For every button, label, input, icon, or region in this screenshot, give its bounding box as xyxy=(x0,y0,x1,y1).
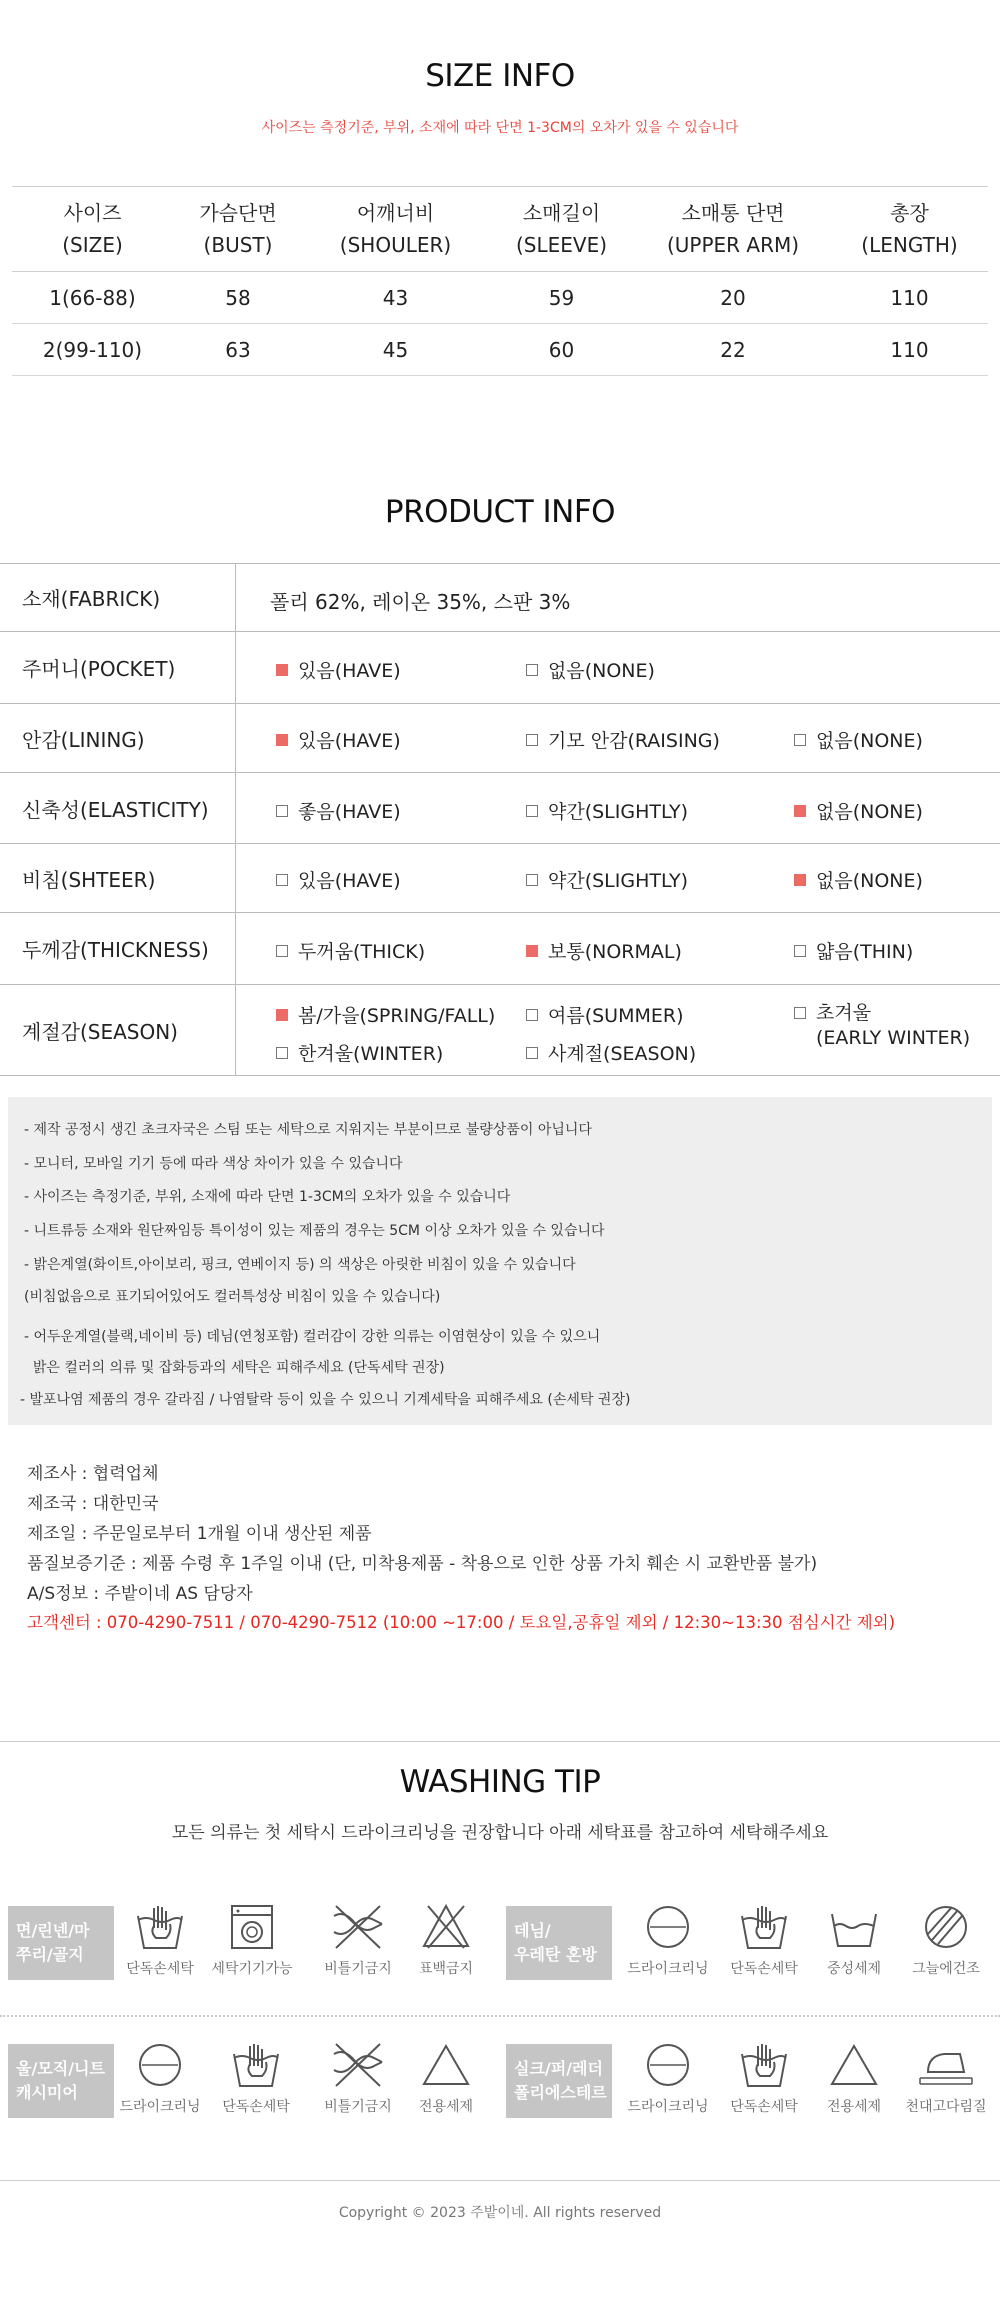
product-row-thickness xyxy=(0,913,1000,985)
table-cell: 110 xyxy=(831,324,988,376)
checkbox[interactable] xyxy=(526,1047,538,1059)
manufacturer-line: 제조국 : 대한민국 xyxy=(27,1494,159,1514)
customer-center: 고객센터 : 070-4290-7511 / 070-4290-7512 (10:00 ~17:00 / 토요일,공휴일 제외 / 12:30~13:30 점심시간 제외) xyxy=(27,1613,896,1632)
note-line: - 밝은계열(화이트,아이보리, 핑크, 연베이지 등) 의 색상은 아릿한 비침이 있을 수 있습니다 xyxy=(24,1257,576,1273)
wash-label: 비틀기금지 xyxy=(324,2099,392,2115)
option-normal[interactable] xyxy=(526,937,682,964)
product-info-title: PRODUCT INFO xyxy=(384,494,616,530)
manufacturer-line: 제조일 : 주문일로부터 1개월 이내 생산된 제품 xyxy=(27,1524,372,1544)
option-thick[interactable] xyxy=(276,937,425,964)
table-cell: 110 xyxy=(831,272,988,324)
no-wring-icon xyxy=(330,1902,386,1952)
checkbox[interactable] xyxy=(794,945,806,957)
product-row-label: 소재(FABRICK) xyxy=(0,564,236,631)
option-none[interactable] xyxy=(794,866,923,893)
manufacturer-line: 제조사 : 협력업체 xyxy=(27,1464,159,1484)
wash-label: 드라이크리닝 xyxy=(627,1961,709,1977)
checkbox-checked[interactable] xyxy=(276,734,288,746)
wash-label: 표백금지 xyxy=(418,1961,474,1977)
table-cell: 43 xyxy=(303,272,488,324)
product-info-table xyxy=(0,563,1000,1076)
product-row-value xyxy=(236,773,1000,843)
category-silk-fur-leather: 실크/퍼/레더 폴리에스테르 xyxy=(506,2044,612,2118)
checkbox[interactable] xyxy=(276,805,288,817)
note-line: - 사이즈는 측정기준, 부위, 소재에 따라 단면 1-3CM의 오차가 있을 수 있습니다 xyxy=(24,1189,511,1205)
product-row-lining xyxy=(0,704,1000,773)
option-label: 사계절(SEASON) xyxy=(548,1043,697,1065)
table-row xyxy=(12,272,988,324)
special-detergent-icon xyxy=(826,2040,882,2090)
option-label: 있음(HAVE) xyxy=(298,870,401,892)
neutral-detergent-icon xyxy=(826,1902,882,1952)
size-header-cell: 사이즈 (SIZE) xyxy=(12,187,173,272)
checkbox[interactable] xyxy=(526,1009,538,1021)
table-row xyxy=(12,324,988,376)
checkbox[interactable] xyxy=(276,945,288,957)
size-table xyxy=(12,186,988,376)
hand-wash-icon xyxy=(228,2040,284,2090)
wash-item xyxy=(112,1902,208,1978)
size-info-title: SIZE INFO xyxy=(425,58,575,94)
size-info-notice: 사이즈는 측정기준, 부위, 소재에 따라 단면 1-3CM의 오차가 있을 수 있습니다 xyxy=(261,120,739,136)
wash-label: 천대고다림질 xyxy=(905,2099,987,2115)
product-row-value xyxy=(236,704,1000,772)
table-cell: 22 xyxy=(635,324,831,376)
option-none[interactable] xyxy=(794,797,923,824)
wash-label: 드라이크리닝 xyxy=(119,2099,201,2115)
note-line: - 제작 공정시 생긴 초크자국은 스팀 또는 세탁으로 지워지는 부분이므로 불량상품이 아닙니다 xyxy=(24,1122,592,1138)
no-bleach-icon xyxy=(418,1902,474,1952)
washing-machine-icon xyxy=(224,1902,280,1952)
wash-label: 중성세제 xyxy=(826,1961,882,1977)
checkbox-checked[interactable] xyxy=(526,945,538,957)
option-spring-fall[interactable] xyxy=(276,1001,495,1028)
product-row-value xyxy=(236,913,1000,984)
size-header-cell: 어깨너비 (SHOULER) xyxy=(303,187,488,272)
dry-clean-icon xyxy=(640,1902,696,1952)
product-row-value xyxy=(236,985,1000,1075)
option-label: 없음(NONE) xyxy=(816,870,923,892)
wash-item xyxy=(898,1902,994,1978)
checkbox-checked[interactable] xyxy=(276,664,288,676)
wash-item xyxy=(204,1902,300,1978)
wash-label: 단독손세탁 xyxy=(222,2099,290,2115)
product-row-value xyxy=(236,844,1000,912)
size-header-cell: 총장 (LENGTH) xyxy=(831,187,988,272)
wash-label: 그늘에건조 xyxy=(912,1961,980,1977)
note-line: - 니트류등 소재와 원단짜임등 특이성이 있는 제품의 경우는 5CM 이상 오차가 있을 수 있습니다 xyxy=(24,1223,605,1239)
checkbox[interactable] xyxy=(526,664,538,676)
wash-item xyxy=(716,1902,812,1978)
size-header-cell: 소매길이 (SLEEVE) xyxy=(488,187,635,272)
note-line: (비침없음으로 표기되어있어도 컬러특성상 비침이 있을 수 있습니다) xyxy=(24,1289,441,1305)
size-header-cell: 가슴단면 (BUST) xyxy=(173,187,303,272)
note-line: - 발포나염 제품의 경우 갈라짐 / 나염탈락 등이 있을 수 있으니 기계세탁을 피해주세요 (손세탁 권장) xyxy=(20,1392,631,1408)
product-row-pocket xyxy=(0,632,1000,704)
option-label: 봄/가을(SPRING/FALL) xyxy=(298,1005,496,1027)
hand-wash-icon xyxy=(132,1902,188,1952)
option-have[interactable] xyxy=(276,726,401,753)
option-label: 없음(NONE) xyxy=(816,730,923,752)
option-have[interactable] xyxy=(276,797,401,824)
wash-item xyxy=(620,2040,716,2116)
option-label: 약간(SLIGHTLY) xyxy=(548,801,689,823)
option-label: 보통(NORMAL) xyxy=(548,941,682,963)
product-row-fabric xyxy=(0,564,1000,632)
iron-with-cloth-icon xyxy=(918,2040,974,2090)
option-all-season[interactable] xyxy=(526,1039,696,1066)
note-line: - 모니터, 모바일 기기 등에 따라 색상 차이가 있을 수 있습니다 xyxy=(24,1156,403,1172)
option-winter[interactable] xyxy=(276,1039,443,1066)
product-row-label: 비침(SHTEER) xyxy=(0,844,236,912)
wash-item xyxy=(806,1902,902,1978)
option-have[interactable] xyxy=(276,866,401,893)
table-cell: 20 xyxy=(635,272,831,324)
wash-item xyxy=(310,1902,406,1978)
option-label: 약간(SLIGHTLY) xyxy=(548,870,689,892)
wash-label: 단독손세탁 xyxy=(730,1961,798,1977)
category-cotton-linen: 면/린넨/마 쭈리/골지 xyxy=(8,1906,114,1980)
product-row-value xyxy=(236,564,1000,631)
wash-item xyxy=(620,1902,716,1978)
option-label: 좋음(HAVE) xyxy=(298,801,401,823)
wash-item xyxy=(310,2040,406,2116)
size-table-header xyxy=(12,187,988,272)
option-label: 있음(HAVE) xyxy=(298,660,401,682)
wash-label: 전용세제 xyxy=(826,2099,882,2115)
wash-label: 세탁기기가능 xyxy=(211,1961,293,1977)
product-row-elasticity xyxy=(0,773,1000,844)
product-row-label: 신축성(ELASTICITY) xyxy=(0,773,236,843)
table-cell: 2(99-110) xyxy=(12,324,173,376)
option-slightly[interactable] xyxy=(526,866,688,893)
option-raising[interactable] xyxy=(526,726,720,753)
product-row-label: 두께감(THICKNESS) xyxy=(0,913,236,984)
table-cell: 63 xyxy=(173,324,303,376)
product-row-label: 주머니(POCKET) xyxy=(0,632,236,703)
table-cell: 60 xyxy=(488,324,635,376)
washing-tip-subtitle: 모든 의류는 첫 세탁시 드라이크리닝을 권장합니다 아래 세탁표를 참고하여 세탁해주세요 xyxy=(171,1823,829,1843)
dotted-divider xyxy=(0,2015,1000,2017)
wash-item xyxy=(898,2040,994,2116)
option-slightly[interactable] xyxy=(526,797,688,824)
shade-dry-icon xyxy=(918,1902,974,1952)
checkbox[interactable] xyxy=(794,734,806,746)
manufacturer-line: A/S정보 : 주밭이네 AS 담당자 xyxy=(27,1584,253,1604)
wash-item xyxy=(398,2040,494,2116)
note-line: - 어두운계열(블랙,네이비 등) 데님(연청포함) 컬러감이 강한 의류는 이염현상이 있을 수 있으니 xyxy=(24,1329,601,1345)
option-label: 초겨울 (EARLY WINTER) xyxy=(816,1002,971,1049)
option-label: 얇음(THIN) xyxy=(816,941,914,963)
product-row-label: 계절감(SEASON) xyxy=(0,985,236,1075)
note-line: 밝은 컬러의 의류 및 잡화등과의 세탁은 피해주세요 (단독세탁 권장) xyxy=(24,1360,445,1376)
hand-wash-icon xyxy=(736,1902,792,1952)
option-label: 있음(HAVE) xyxy=(298,730,401,752)
wash-label: 전용세제 xyxy=(418,2099,474,2115)
wash-item xyxy=(806,2040,902,2116)
product-row-season xyxy=(0,985,1000,1076)
size-header-cell: 소매통 단면 (UPPER ARM) xyxy=(635,187,831,272)
divider xyxy=(0,1741,1000,1742)
checkbox-checked[interactable] xyxy=(276,1009,288,1021)
fabric-value: 폴리 62%, 레이온 35%, 스판 3% xyxy=(270,590,571,614)
no-wring-icon xyxy=(330,2040,386,2090)
category-wool-knit: 울/모직/니트 캐시미어 xyxy=(8,2044,114,2118)
wash-item xyxy=(398,1902,494,1978)
product-row-label: 안감(LINING) xyxy=(0,704,236,772)
table-cell: 58 xyxy=(173,272,303,324)
manufacturer-line: 품질보증기준 : 제품 수령 후 1주일 이내 (단, 미착용제품 - 착용으로 인한 상품 가치 훼손 시 교환반품 불가) xyxy=(27,1554,818,1574)
option-have[interactable] xyxy=(276,656,401,683)
wash-item xyxy=(716,2040,812,2116)
checkbox-checked[interactable] xyxy=(794,805,806,817)
wash-item xyxy=(112,2040,208,2116)
table-cell: 1(66-88) xyxy=(12,272,173,324)
wash-label: 드라이크리닝 xyxy=(627,2099,709,2115)
dry-clean-icon xyxy=(640,2040,696,2090)
option-label: 없음(NONE) xyxy=(816,801,923,823)
checkbox-checked[interactable] xyxy=(794,874,806,886)
option-label: 한겨울(WINTER) xyxy=(298,1043,444,1065)
washing-tip-title: WASHING TIP xyxy=(399,1764,601,1800)
dry-clean-icon xyxy=(132,2040,188,2090)
wash-item xyxy=(208,2040,304,2116)
option-label: 없음(NONE) xyxy=(548,660,655,682)
checkbox[interactable] xyxy=(526,874,538,886)
table-cell: 59 xyxy=(488,272,635,324)
option-none[interactable] xyxy=(794,726,923,753)
special-detergent-icon xyxy=(418,2040,474,2090)
checkbox[interactable] xyxy=(276,1047,288,1059)
product-row-value xyxy=(236,632,1000,703)
wash-label: 비틀기금지 xyxy=(324,1961,392,1977)
option-none[interactable] xyxy=(526,656,655,683)
option-label: 기모 안감(RAISING) xyxy=(548,730,720,752)
checkbox[interactable] xyxy=(526,734,538,746)
option-thin[interactable] xyxy=(794,937,913,964)
wash-label: 단독손세탁 xyxy=(126,1961,194,1977)
option-early-winter[interactable] xyxy=(794,1001,970,1051)
option-label: 여름(SUMMER) xyxy=(548,1005,684,1027)
table-cell: 45 xyxy=(303,324,488,376)
hand-wash-icon xyxy=(736,2040,792,2090)
checkbox[interactable] xyxy=(526,805,538,817)
wash-label: 단독손세탁 xyxy=(730,2099,798,2115)
category-denim-urethane: 데님/ 우레탄 혼방 xyxy=(506,1906,612,1980)
option-label: 두꺼움(THICK) xyxy=(298,941,426,963)
copyright: Copyright © 2023 주밭이네. All rights reserved xyxy=(338,2205,662,2221)
product-row-sheer xyxy=(0,844,1000,913)
checkbox[interactable] xyxy=(276,874,288,886)
care-notes-box xyxy=(8,1097,992,1425)
divider xyxy=(0,2180,1000,2181)
option-summer[interactable] xyxy=(526,1001,684,1028)
checkbox[interactable] xyxy=(794,1007,806,1019)
